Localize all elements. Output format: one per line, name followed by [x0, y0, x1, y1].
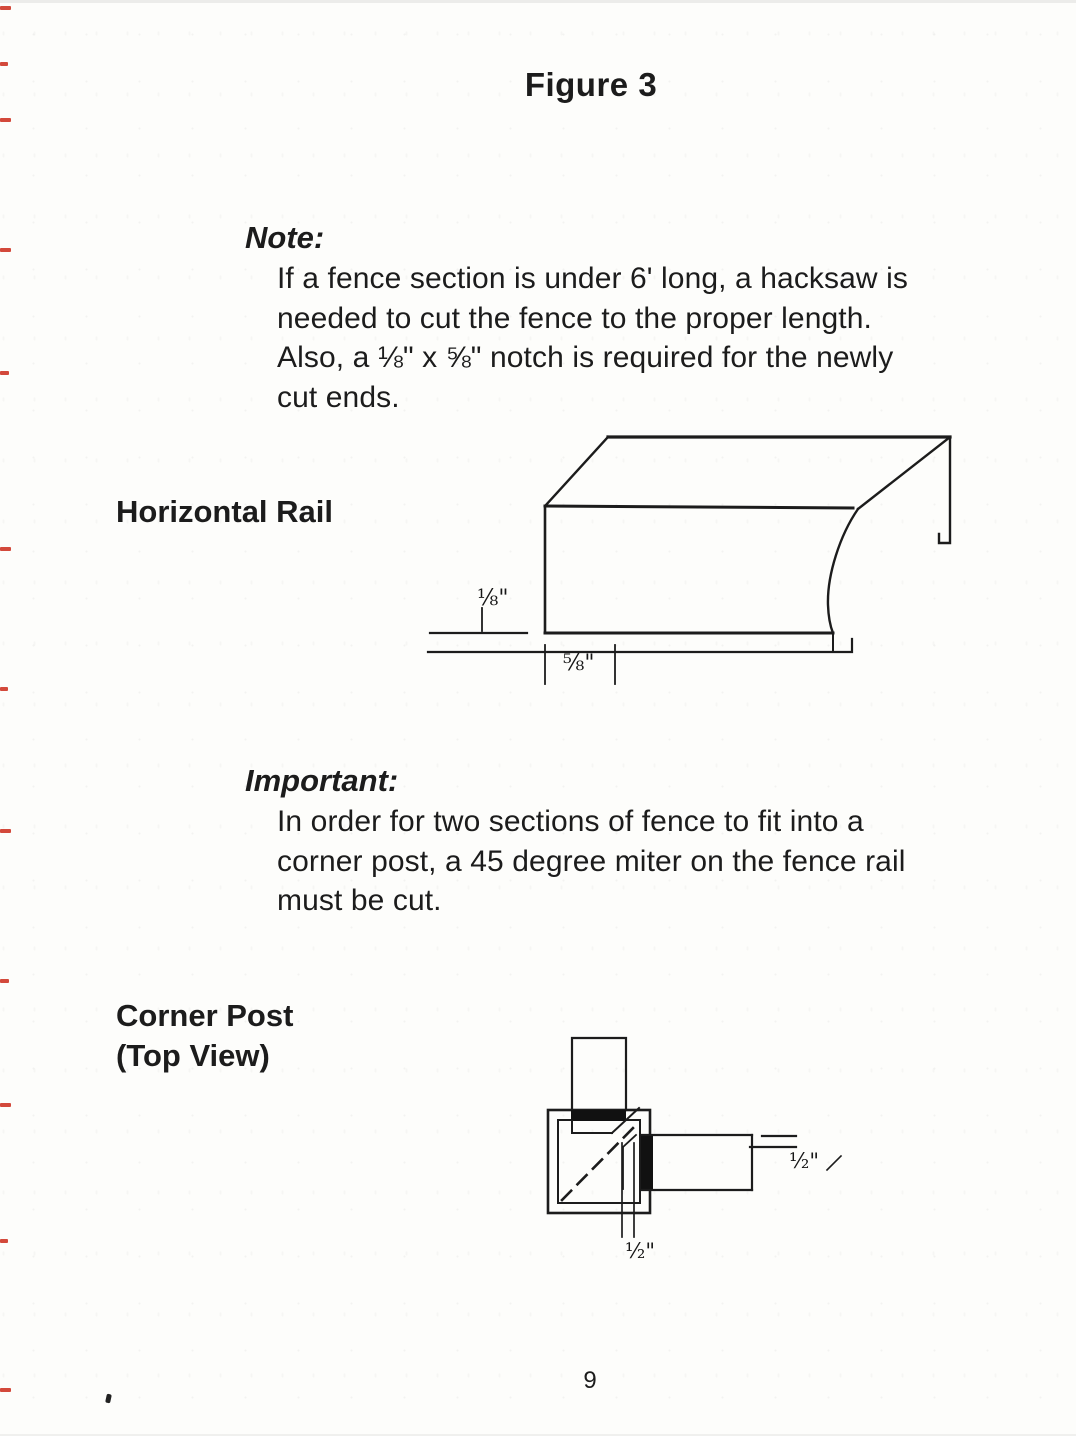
scan-artifact-mark	[0, 371, 9, 375]
note-heading: Note:	[245, 220, 325, 255]
important-heading: Important:	[245, 763, 399, 798]
corner-post-label	[116, 996, 293, 1075]
rail-dimension-lines	[428, 608, 852, 684]
scan-artifact-mark	[0, 687, 8, 691]
note-text-line: needed to cut the fence to the proper length.	[277, 301, 872, 335]
scan-artifact-mark	[0, 547, 11, 551]
corner-post-label-line: (Top View)	[116, 1037, 270, 1073]
bottom-rail-dimension: ½"	[625, 1239, 656, 1263]
note-text-line: If a fence section is under 6' long, a hacksaw is	[277, 262, 908, 295]
notch-depth-dimension: ⅛"	[477, 586, 509, 611]
note-paragraph	[277, 259, 908, 417]
note-text-line: Also, a ⅛" x ⅝" notch is required for the newly	[277, 341, 894, 374]
scan-artifact-mark	[0, 829, 11, 833]
figure-title: Figure 3	[524, 66, 658, 103]
scan-edge-top	[0, 0, 1076, 3]
scan-artifact-mark	[0, 1239, 8, 1243]
scan-artifact-mark	[0, 1103, 11, 1107]
horizontal-rail-outline	[641, 1135, 752, 1190]
horizontal-rail-label: Horizontal Rail	[116, 494, 334, 529]
corner-post-diagram	[530, 1030, 880, 1275]
important-text-line: corner post, a 45 degree miter on the fence rail	[277, 844, 906, 878]
important-text-line: must be cut.	[277, 884, 442, 917]
scan-artifact-mark	[0, 118, 11, 122]
important-paragraph	[277, 802, 906, 921]
right-rail-dimension: ½"	[789, 1149, 820, 1173]
notch-width-dimension: ⅝"	[563, 651, 595, 676]
important-text-line: In order for two sections of fence to fit into a	[277, 805, 864, 838]
scan-artifact-mark	[0, 62, 8, 66]
ink-speck-artifact	[105, 1394, 112, 1404]
note-text-line: cut ends.	[277, 380, 400, 414]
scan-artifact-mark	[0, 6, 11, 10]
corner-post-label-line: Corner Post	[116, 998, 294, 1033]
rail-outline	[545, 437, 950, 652]
scan-artifact-mark	[0, 1388, 11, 1392]
horizontal-rail-diagram	[400, 425, 1000, 700]
scan-artifact-mark	[0, 979, 9, 983]
page-number: 9	[583, 1367, 597, 1394]
scan-artifact-mark	[0, 248, 11, 252]
miter-dashed-line	[562, 1123, 638, 1200]
